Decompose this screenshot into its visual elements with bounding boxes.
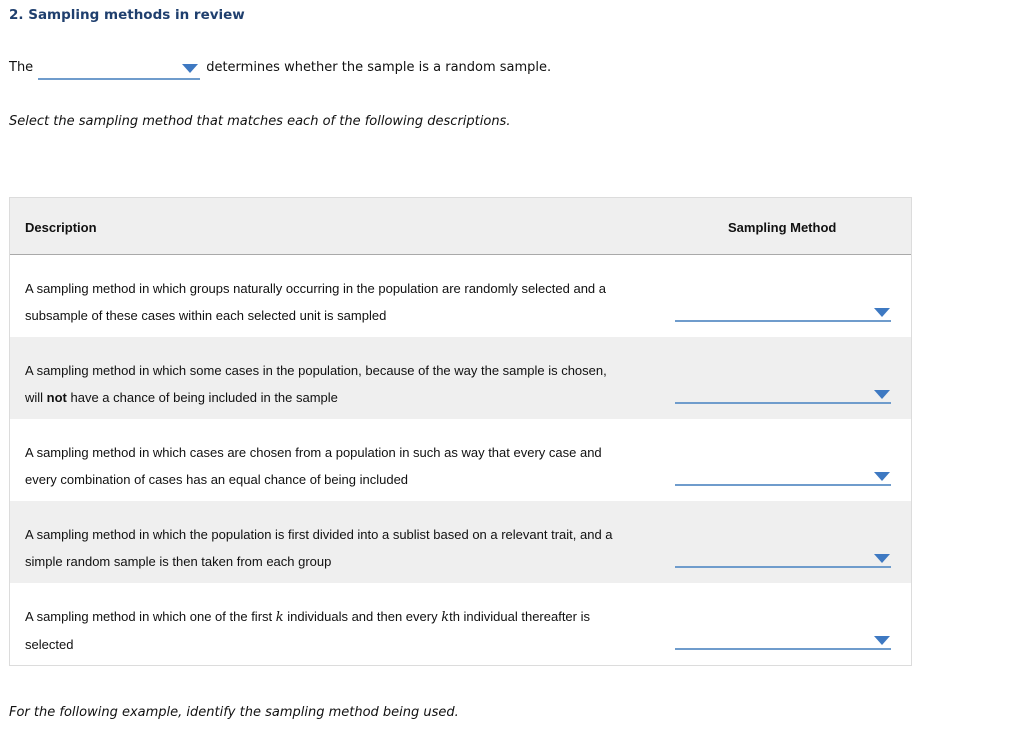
caret-down-icon bbox=[874, 636, 890, 645]
sampling-method-dropdown[interactable] bbox=[675, 542, 891, 568]
description-line: every combination of cases has an equal chance of being included bbox=[25, 472, 409, 487]
example-instruction: For the following example, identify the sampling method being used. bbox=[9, 705, 459, 720]
description-line: A sampling method in which cases are chosen from a population in such as way that every case and bbox=[25, 445, 602, 460]
sampling-method-dropdown[interactable] bbox=[675, 378, 891, 404]
table-row bbox=[10, 255, 911, 337]
description-text: have a chance of being included in the sample bbox=[66, 390, 338, 405]
caret-down-icon bbox=[874, 308, 890, 317]
description-line: A sampling method in which the population is first divided into a sublist based on a relevant trait, and a bbox=[25, 527, 613, 542]
description-line: selected bbox=[25, 637, 74, 652]
page-title: 2. Sampling methods in review bbox=[9, 7, 245, 23]
table-row bbox=[10, 501, 911, 583]
caret-down-icon bbox=[182, 64, 198, 73]
instruction-text: Select the sampling method that matches each of the following descriptions. bbox=[9, 114, 511, 129]
row-description bbox=[25, 357, 645, 411]
row-description bbox=[25, 603, 645, 658]
caret-down-icon bbox=[874, 554, 890, 563]
emphasis-text: not bbox=[46, 390, 67, 405]
sentence-prefix: The bbox=[9, 60, 34, 75]
caret-down-icon bbox=[874, 390, 890, 399]
sentence-dropdown[interactable] bbox=[38, 60, 200, 80]
description-text: A sampling method in which one of the first bbox=[25, 609, 276, 624]
math-variable: k bbox=[441, 610, 450, 625]
table-row bbox=[10, 583, 911, 665]
description-text: th individual thereafter is bbox=[449, 609, 590, 624]
table-row bbox=[10, 419, 911, 501]
sampling-method-dropdown[interactable] bbox=[675, 296, 891, 322]
table-row bbox=[10, 337, 911, 419]
header-sampling-method: Sampling Method bbox=[728, 220, 837, 235]
matching-table bbox=[9, 197, 912, 666]
description-line: simple random sample is then taken from each group bbox=[25, 554, 332, 569]
sampling-method-dropdown[interactable] bbox=[675, 624, 891, 650]
sampling-method-dropdown[interactable] bbox=[675, 460, 891, 486]
row-description bbox=[25, 521, 645, 575]
description-line: A sampling method in which some cases in the population, because of the way the sample is chosen, bbox=[25, 363, 607, 378]
description-text: individuals and then every bbox=[283, 609, 442, 624]
description-line: subsample of these cases within each selected unit is sampled bbox=[25, 308, 387, 323]
row-description bbox=[25, 275, 645, 329]
description-line: A sampling method in which groups naturally occurring in the population are randomly selected and a bbox=[25, 281, 607, 296]
description-text: will bbox=[25, 390, 47, 405]
sentence-suffix: determines whether the sample is a random sample. bbox=[206, 60, 552, 75]
fill-in-sentence bbox=[9, 60, 551, 78]
table-header bbox=[10, 198, 911, 255]
math-variable: k bbox=[275, 610, 284, 625]
row-description bbox=[25, 439, 645, 493]
caret-down-icon bbox=[874, 472, 890, 481]
header-description: Description bbox=[25, 220, 97, 235]
